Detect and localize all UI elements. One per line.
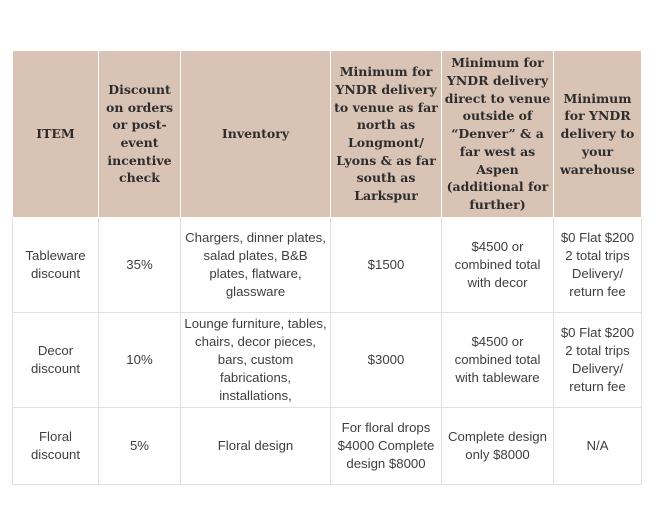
table-body [13,218,642,485]
cell-item: Floral discount [13,408,99,485]
cell-item: Decor discount [13,313,99,408]
header-discount: Discount on orders or post-event incentive check [99,51,181,218]
header-row [13,51,642,218]
header-inventory: Inventory [181,51,331,218]
discount-table [12,50,642,485]
cell-min-outside: Complete design only $8000 [442,408,554,485]
cell-inventory: Chargers, dinner plates, salad plates, B&B plates, flatware, glassware [181,218,331,313]
cell-min-local: $1500 [331,218,442,313]
header-item: ITEM [13,51,99,218]
cell-min-warehouse: $0 Flat $200 2 total trips Delivery/ return fee [554,218,642,313]
table-row [13,218,642,313]
header-min-warehouse: Minimum for YNDR delivery to your warehouse [554,51,642,218]
table-header [13,51,642,218]
cell-min-warehouse: $0 Flat $200 2 total trips Delivery/ return fee [554,313,642,408]
cell-discount: 5% [99,408,181,485]
table-row [13,313,642,408]
cell-min-outside: $4500 or combined total with decor [442,218,554,313]
cell-min-local: For floral drops $4000 Complete design $8000 [331,408,442,485]
cell-min-warehouse: N/A [554,408,642,485]
header-min-outside: Minimum for YNDR delivery direct to venue outside of “Denver” & a far west as Aspen (additional for further) [442,51,554,218]
cell-item: Tableware discount [13,218,99,313]
header-min-local: Minimum for YNDR delivery to venue as far north as Longmont/ Lyons & as far south as Larkspur [331,51,442,218]
cell-discount: 10% [99,313,181,408]
cell-min-local: $3000 [331,313,442,408]
cell-inventory: Lounge furniture, tables, chairs, decor pieces, bars, custom fabrications, installations, [181,313,331,408]
cell-min-outside: $4500 or combined total with tableware [442,313,554,408]
cell-inventory: Floral design [181,408,331,485]
table-row [13,408,642,485]
cell-discount: 35% [99,218,181,313]
